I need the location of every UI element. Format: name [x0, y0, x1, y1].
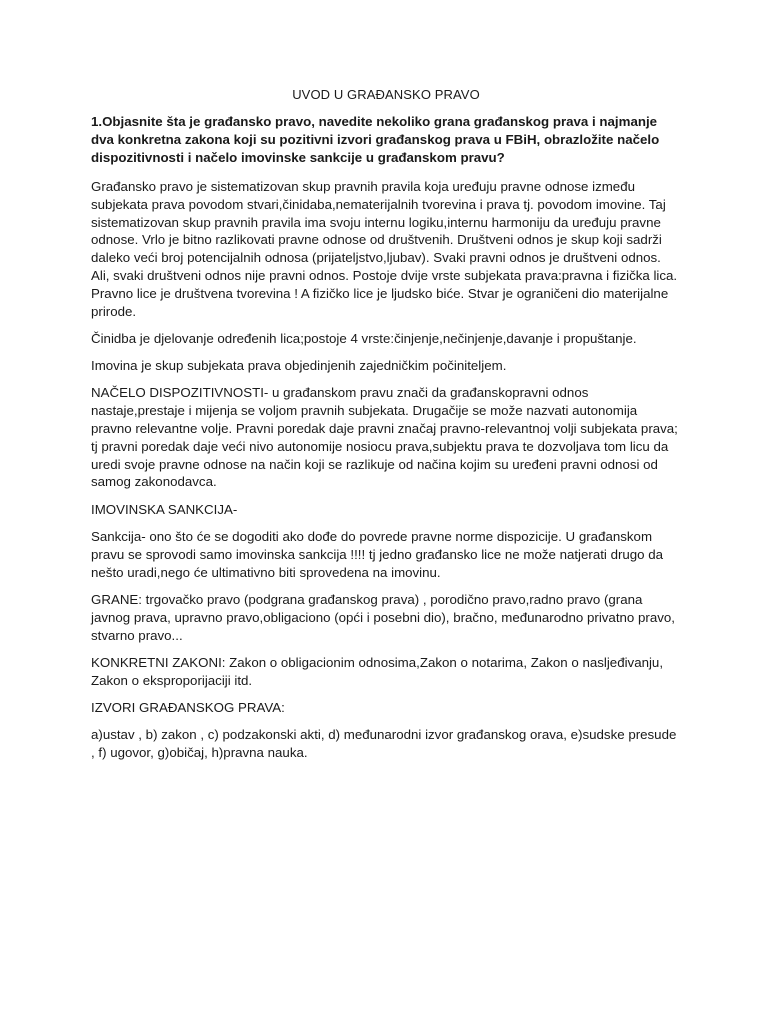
- document-page: [91, 86, 681, 771]
- exam-question: 1.Objasnite šta je građansko pravo, navedite nekoliko grana građanskog prava i najmanje dva konkretna zakona koji su pozitivni izvori građanskog prava u FBiH, obrazložite načelo dispozitivnosti i načelo imovinske sankcije u građanskom pravu?: [91, 114, 660, 165]
- heading-izvori: IZVORI GRAĐANSKOG PRAVA:: [91, 699, 285, 715]
- paragraph-cinidba: Činidba je djelovanje određenih lica;postoje 4 vrste:činjenje,nečinjenje,davanje i propuštanje.: [91, 330, 637, 346]
- paragraph-dispozitivnost: NAČELO DISPOZITIVNOSTI- u građanskom pravu znači da građanskopravni odnos nastaje,prestaje i mijenja se voljom pravnih subjekata. Drugačije se može nazvati autonomija pravno relevantne volje. Pravni poredak daje pravni značaj pravno-relevantnoj volji subjekata prava; tj pravni poredak daje veći nivo autonomije nosiocu prava,subjektu prava te dozvoljava tom licu da uredi svoje pravne odnose na način koji se razlikuje od načina kojim su uređeni pravni odnosi od samog zakonodavca.: [91, 385, 678, 490]
- heading-imovinska-sankcija: IMOVINSKA SANKCIJA-: [91, 501, 238, 517]
- paragraph-konkretni-zakoni: KONKRETNI ZAKONI: Zakon o obligacionim odnosima,Zakon o notarima, Zakon o nasljeđivanju, Zakon o eksproporijaciji itd.: [91, 654, 664, 688]
- paragraph-sankcija: Sankcija- ono što će se dogoditi ako dođe do povrede pravne norme dispozicije. U građanskom pravu se sprovodi samo imovinska sankcija !!!! tj jedno građansko lice ne može natjerati drugo da nešto uradi,nego će ultimativno biti sprovedena na imovinu.: [91, 529, 664, 580]
- paragraph-definition: Građansko pravo je sistematizovan skup pravnih pravila koja uređuju pravne odnose između subjekata prava povodom stvari,činidaba,nematerijalnih tvorevina i prava tj. povodom imovine. Taj sistematizovan skup pravnih pravila ima svoju internu logiku,internu harmoniju da uređuju pravne odnose. Vrlo je bitno razlikovati pravne odnose od društvenih. Društveni odnos je skup koji sadrži daleko veći broj potencijalnih odnosa (prijateljstvo,ljubav). Svaki pravni odnos je društveni odnos. Ali, svaki društveni odnos nije pravni odnos. Postoje dvije vrste subjekata prava:pravna i fizička lica. Pravno lice je društvena tvorevina ! A fizičko lice je ljudsko biće. Stvar je ograničeni dio materijalne prirode.: [91, 179, 678, 319]
- paragraph-imovina: Imovina je skup subjekata prava objedinjenih zajedničkim počiniteljem.: [91, 358, 507, 374]
- document-title: UVOD U GRAĐANSKO PRAVO: [292, 87, 480, 102]
- paragraph-izvori-list: a)ustav , b) zakon , c) podzakonski akti, d) međunarodni izvor građanskog orava, e)sudske presude , f) ugovor, g)običaj, h)pravna nauka.: [91, 727, 677, 761]
- paragraph-grane: GRANE: trgovačko pravo (podgrana građanskog prava) , porodično pravo,radno pravo (grana javnog prava, upravno pravo,obligaciono (opći i posebni dio), bračno, međunarodno privatno pravo, stvarno pravo...: [91, 591, 675, 643]
